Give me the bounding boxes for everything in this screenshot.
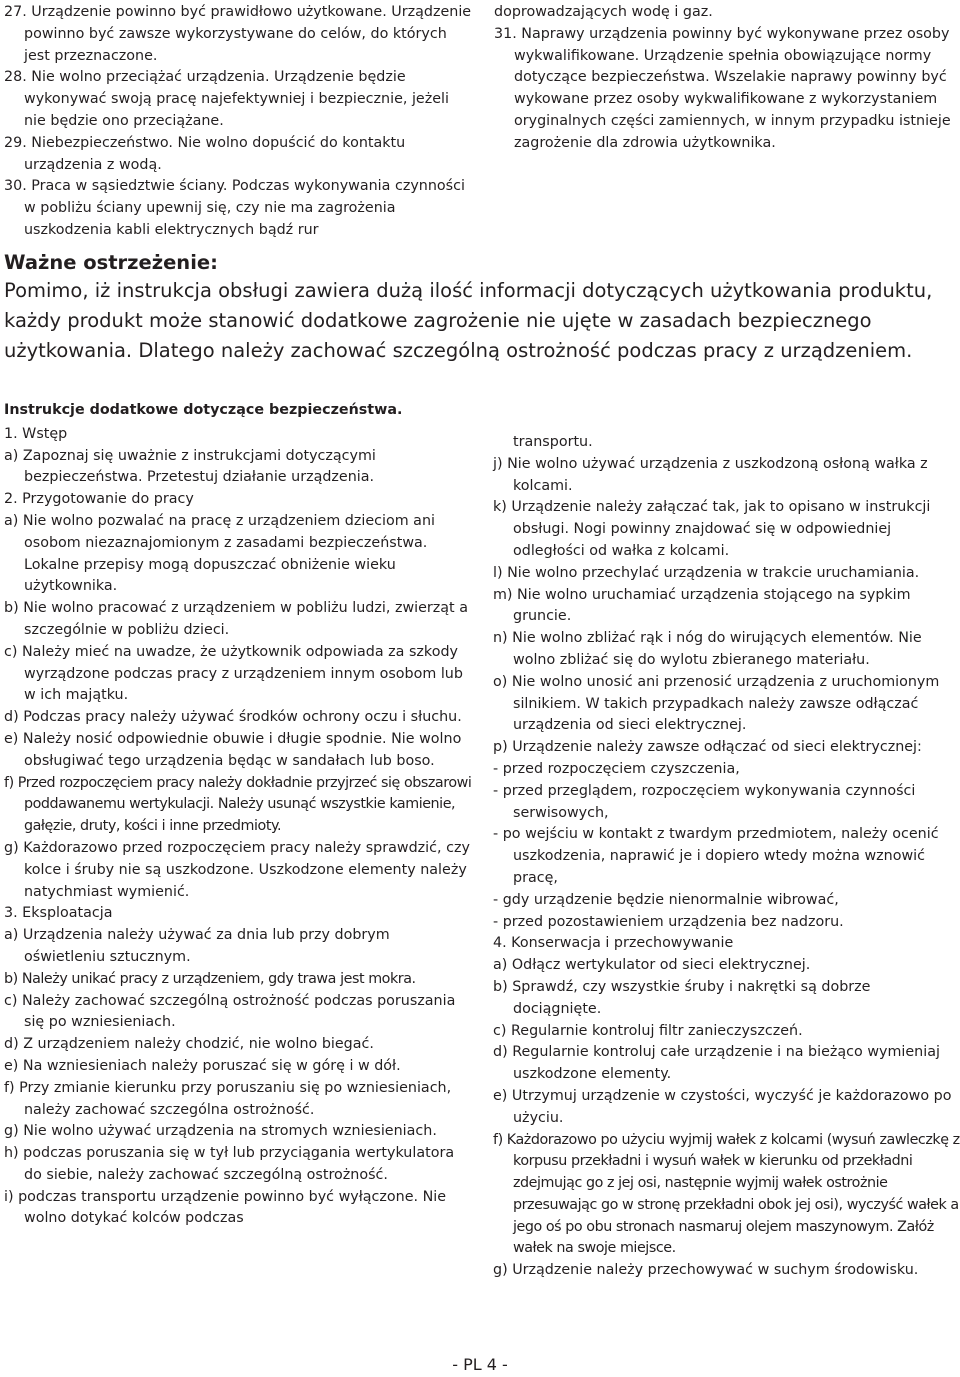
paragraph: m) Nie wolno uruchamiać urządzenia stojącego na sypkim gruncie.	[493, 586, 911, 625]
paragraph: b) Sprawdź, czy wszystkie śruby i nakrętki są dobrze dociągnięte.	[493, 978, 871, 1017]
paragraph: a) Urządzenia należy używać za dnia lub przy dobrym oświetleniu sztucznym.	[4, 927, 390, 965]
paragraph: doprowadzających wodę i gaz.	[494, 4, 713, 20]
paragraph: g) Nie wolno używać urządzenia na stromych wzniesieniach.	[4, 1123, 437, 1140]
paragraph: e) Należy nosić odpowiednie obuwie i długie spodnie. Nie wolno obsługiwać tego urządzenia będąc w sandałach lub boso.	[4, 730, 462, 769]
paragraph: g) Urządzenie należy przechowywać w suchym środowisku.	[493, 1262, 919, 1279]
paragraph: e) Utrzymuj urządzenie w czystości, wyczyść je każdorazowo po użyciu.	[493, 1087, 952, 1126]
paragraph: b) Nie wolno pracować z urządzeniem w pobliżu ludzi, zwierząt a szczególnie w pobliżu dzieci.	[4, 600, 468, 638]
paragraph: c) Należy mieć na uwadze, że użytkownik odpowiada za szkody wyrządzone podczas pracy z urządzeniem innym osobom lub w ich majątku.	[4, 643, 463, 704]
paragraph: d) Podczas pracy należy używać środków ochrony oczu i słuchu.	[4, 709, 462, 726]
paragraph: Instrukcje dodatkowe dotyczące bezpieczeństwa.	[4, 402, 403, 418]
paragraph: l) Nie wolno przechylać urządzenia w trakcie uruchamiania.	[493, 564, 920, 581]
paragraph: k) Urządzenie należy załączać tak, jak to opisano w instrukcji obsługi. Nogi powinny znajdować się w odpowiedniej odległości od wałka z kolcami.	[493, 499, 931, 559]
paragraph: 2. Przygotowanie do pracy	[4, 491, 194, 508]
paragraph: j) Nie wolno używać urządzenia z uszkodzoną osłoną wałka z kolcami.	[493, 455, 928, 494]
warning-title: Ważne ostrzeżenie:	[4, 251, 218, 274]
paragraph: 29. Niebezpieczeństwo. Nie wolno dopuścić do kontaktu urządzenia z wodą.	[4, 134, 406, 173]
paragraph: - przed przeglądem, rozpoczęciem wykonywania czynności serwisowych,	[493, 782, 916, 821]
paragraph: h) podczas poruszania się w tył lub przyciągania wertykulatora do siebie, należy zachować szczególną ostrożność.	[4, 1145, 455, 1183]
paragraph: - po wejściu w kontakt z twardym przedmiotem, należy ocenić uszkodzenia, naprawić je i dopiero wtedy można wznowić pracę,	[493, 826, 939, 886]
paragraph: i) podczas transportu urządzenie powinno być wyłączone. Nie wolno dotykać kolców podczas	[4, 1188, 447, 1227]
paragraph: d) Z urządzeniem należy chodzić, nie wolno biegać.	[4, 1036, 374, 1053]
paragraph: - gdy urządzenie będzie nienormalnie wibrować,	[493, 891, 839, 908]
page-number: - PL 4 -	[452, 1355, 508, 1374]
important-warning	[4, 249, 960, 367]
paragraph: g) Każdorazowo przed rozpoczęciem pracy należy sprawdzić, czy kolce i śruby nie są uszkodzone. Uszkodzone elementy należy natychmiast wymienić.	[4, 839, 470, 900]
paragraph: 28. Nie wolno przeciążać urządzenia. Urządzenie będzie wykonywać swoją pracę najefektywniej i bezpiecznie, jeżeli nie będzie ono przeciążane.	[4, 69, 449, 129]
paragraph: f) Przed rozpoczęciem pracy należy dokładnie przyjrzeć się obszarowi poddawanemu wertykulacji. Należy usunąć wszystkie kamienie, gałęzie, druty, kości i inne przedmioty.	[4, 774, 472, 835]
top-left-column	[4, 2, 474, 242]
paragraph: 3. Eksploatacja	[4, 905, 113, 922]
paragraph: - przed pozostawieniem urządzenia bez nadzoru.	[493, 913, 844, 930]
paragraph: f) Każdorazowo po użyciu wyjmij wałek z kolcami (wysuń zawleczkę z korpusu przekładni i wysuń wałek w kierunku od przekładni zdejmując go z jej osi, następnie wyjmij wałek ostrożnie przesuwając go w stronę przekładni obok jej osi), wyczyść wałek a jego oś po obu stronach nasmaruj olejem maszynowym. Załóż wałek na swoje miejsce.	[493, 1131, 960, 1257]
paragraph: 1. Wstęp	[4, 425, 68, 442]
paragraph: a) Odłącz wertykulator od sieci elektrycznej.	[493, 957, 811, 974]
paragraph: 30. Praca w sąsiedztwie ściany. Podczas wykonywania czynności w pobliżu ściany upewnij się, czy nie ma zagrożenia uszkodzenia kabli elektrycznych bądź rur	[4, 178, 465, 238]
warning-body: Pomimo, iż instrukcja obsługi zawiera dużą ilość informacji dotyczących użytkowania produktu, każdy produkt może stanowić dodatkowe zagrożenie nie ujęte w zasadach bezpiecznego użytkowania. Dlatego należy zachować szczególną ostrożność podczas pracy z urządzeniem.	[4, 279, 933, 363]
paragraph: c) Należy zachować szczególną ostrożność podczas poruszania się po wzniesieniach.	[4, 992, 456, 1031]
paragraph: 31. Naprawy urządzenia powinny być wykonywane przez osoby wykwalifikowane. Urządzenie spełnia obowiązujące normy dotyczące bezpieczeństwa. Wszelakie naprawy powinny być wykowane przez osoby wykwalifikowane z wykorzystaniem oryginalnych części zamiennych, w innym przypadku istnieje zagrożenie dla zdrowia użytkownika.	[494, 25, 951, 151]
paragraph: transportu.	[513, 434, 593, 450]
paragraph: e) Na wzniesieniach należy poruszać się w górę i w dół.	[4, 1057, 401, 1074]
paragraph: n) Nie wolno zbliżać rąk i nóg do wirujących elementów. Nie wolno zbliżać się do wylotu zbieranego materiału.	[493, 630, 922, 668]
paragraph: c) Regularnie kontroluj filtr zanieczyszczeń.	[493, 1022, 803, 1039]
paragraph: 4. Konserwacja i przechowywanie	[493, 935, 734, 952]
paragraph: f) Przy zmianie kierunku przy poruszaniu się po wzniesieniach, należy zachować szczególna ostrożność.	[4, 1079, 452, 1118]
paragraph: b) Należy unikać pracy z urządzeniem, gdy trawa jest mokra.	[4, 970, 416, 987]
paragraph: - przed rozpoczęciem czyszczenia,	[493, 760, 740, 777]
bottom-left-column	[4, 400, 474, 1230]
paragraph: a) Nie wolno pozwalać na pracę z urządzeniem dzieciom ani osobom niezaznajomionym z zasadami bezpieczeństwa. Lokalne przepisy mogą dopuszczać obniżenie wieku użytkownika.	[4, 512, 435, 595]
paragraph: a) Zapoznaj się uważnie z instrukcjami dotyczącymi bezpieczeństwa. Przetestuj działanie urządzenia.	[4, 447, 376, 486]
paragraph: 27. Urządzenie powinno być prawidłowo użytkowane. Urządzenie powinno być zawsze wykorzystywane do celów, do których jest przeznaczone.	[4, 4, 472, 64]
paragraph: o) Nie wolno unosić ani przenosić urządzenia z uruchomionym silnikiem. W takich przypadkach należy zawsze odłączać urządzenia od sieci elektrycznej.	[493, 673, 940, 734]
paragraph: p) Urządzenie należy zawsze odłączać od sieci elektrycznej:	[493, 739, 922, 756]
bottom-right-column	[493, 432, 960, 1282]
paragraph: d) Regularnie kontroluj całe urządzenie i na bieżąco wymieniaj uszkodzone elementy.	[493, 1044, 940, 1083]
top-right-column	[494, 2, 960, 155]
